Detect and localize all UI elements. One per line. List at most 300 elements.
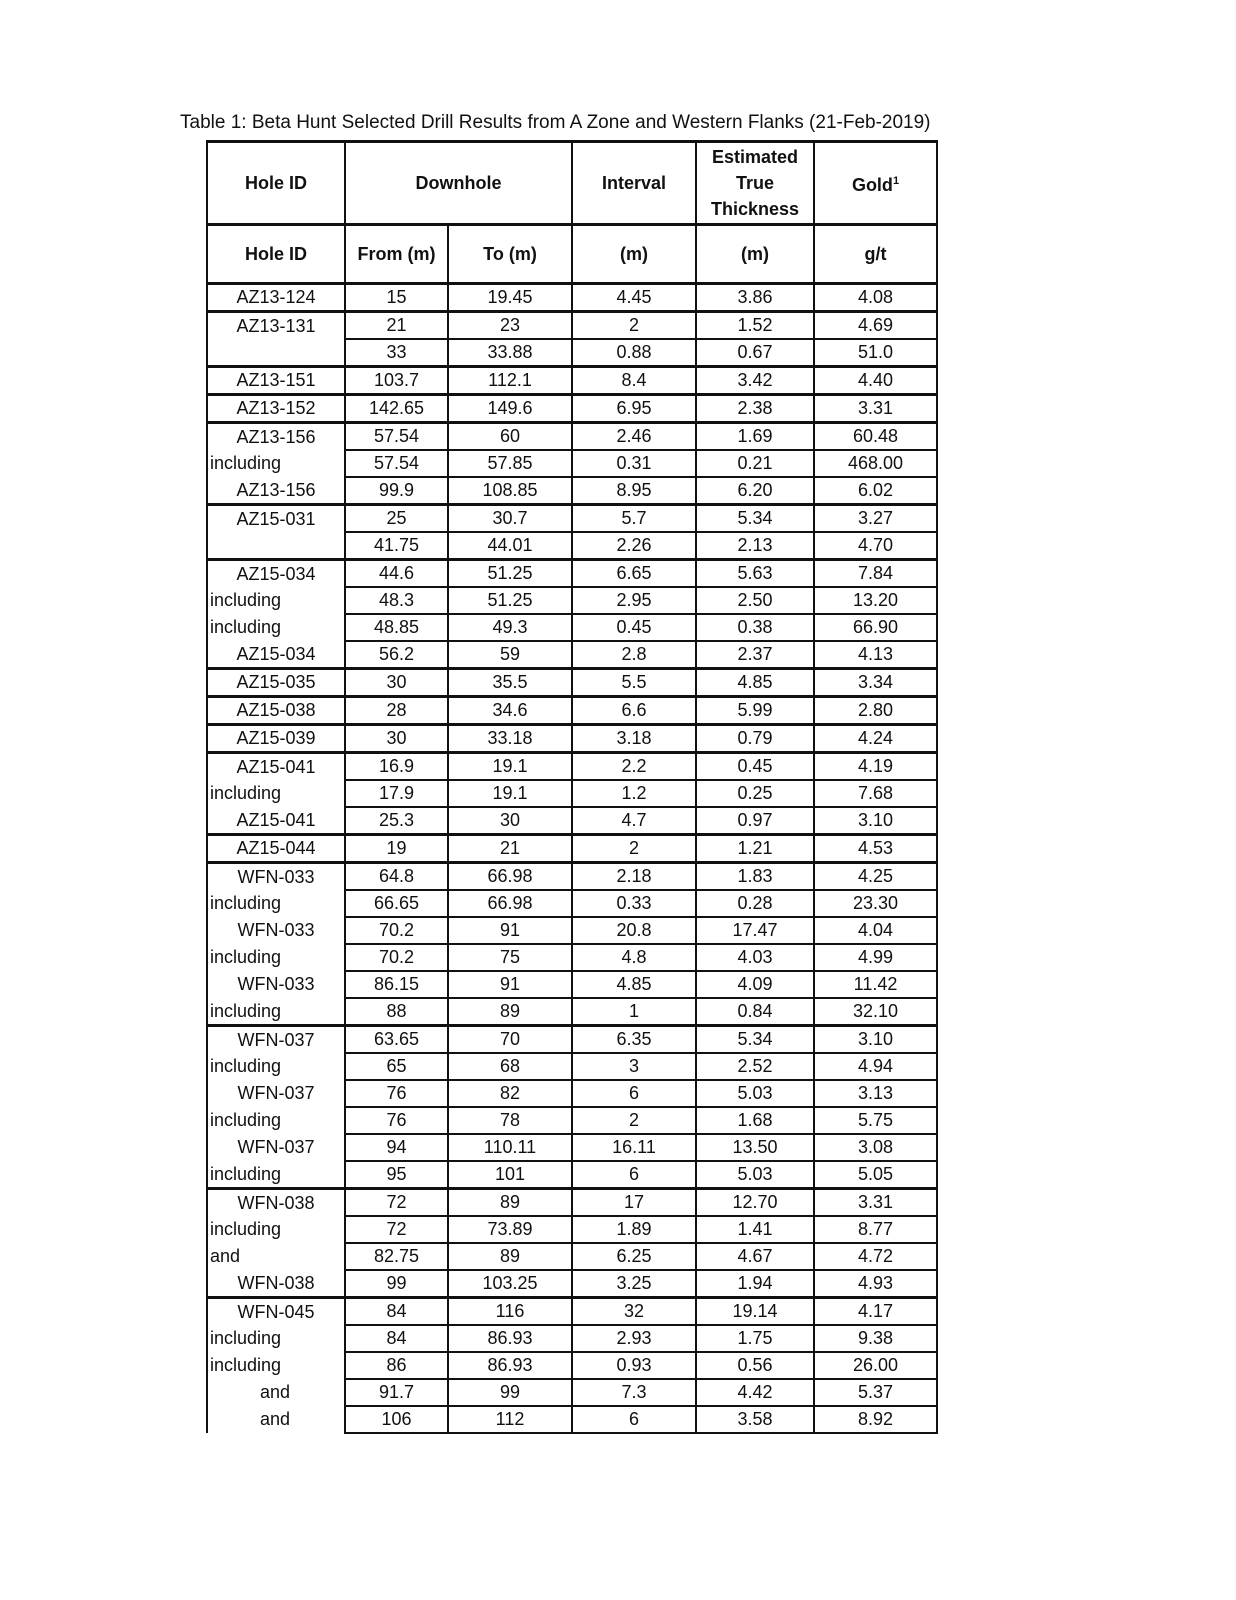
cell-hole-id: WFN-038 (207, 1189, 345, 1217)
table-row (207, 697, 937, 725)
cell-from: 84 (345, 1298, 448, 1326)
table-row (207, 669, 937, 697)
cell-to: 51.25 (448, 587, 572, 614)
cell-hole-id: and (207, 1243, 345, 1270)
cell-to: 149.6 (448, 395, 572, 423)
cell-from: 30 (345, 669, 448, 697)
table-row (207, 1406, 937, 1433)
cell-interval: 0.31 (572, 450, 696, 477)
cell-ett: 1.41 (696, 1216, 814, 1243)
table-row (207, 753, 937, 781)
unit-to: To (m) (448, 225, 572, 284)
cell-from: 76 (345, 1080, 448, 1107)
cell-from: 15 (345, 284, 448, 312)
cell-hole-id: including (207, 890, 345, 917)
cell-from: 56.2 (345, 641, 448, 669)
cell-from: 72 (345, 1216, 448, 1243)
cell-gold: 3.08 (814, 1134, 937, 1161)
cell-gold: 468.00 (814, 450, 937, 477)
cell-interval: 6.25 (572, 1243, 696, 1270)
cell-interval: 6 (572, 1406, 696, 1433)
cell-to: 34.6 (448, 697, 572, 725)
cell-gold: 4.94 (814, 1053, 937, 1080)
cell-interval: 0.93 (572, 1352, 696, 1379)
cell-ett: 6.20 (696, 477, 814, 505)
cell-to: 60 (448, 423, 572, 451)
cell-ett: 2.50 (696, 587, 814, 614)
cell-from: 72 (345, 1189, 448, 1217)
cell-to: 33.88 (448, 339, 572, 367)
cell-to: 66.98 (448, 890, 572, 917)
table-row (207, 367, 937, 395)
cell-interval: 16.11 (572, 1134, 696, 1161)
cell-interval: 4.45 (572, 284, 696, 312)
cell-interval: 0.33 (572, 890, 696, 917)
table-row (207, 284, 937, 312)
table-row (207, 1243, 937, 1270)
table-row (207, 780, 937, 807)
cell-to: 21 (448, 835, 572, 863)
cell-interval: 6.95 (572, 395, 696, 423)
cell-gold: 23.30 (814, 890, 937, 917)
cell-from: 70.2 (345, 917, 448, 944)
cell-to: 75 (448, 944, 572, 971)
cell-interval: 4.8 (572, 944, 696, 971)
cell-hole-id: AZ13-131 (207, 312, 345, 340)
cell-to: 89 (448, 1189, 572, 1217)
table-row (207, 835, 937, 863)
cell-gold: 3.10 (814, 1026, 937, 1054)
cell-hole-id: AZ13-124 (207, 284, 345, 312)
cell-ett: 4.42 (696, 1379, 814, 1406)
cell-to: 91 (448, 917, 572, 944)
table-row (207, 339, 937, 367)
cell-interval: 5.5 (572, 669, 696, 697)
cell-hole-id: AZ15-041 (207, 753, 345, 781)
cell-from: 63.65 (345, 1026, 448, 1054)
cell-ett: 0.67 (696, 339, 814, 367)
cell-hole-id: including (207, 1107, 345, 1134)
cell-ett: 1.75 (696, 1325, 814, 1352)
header-gold (814, 142, 937, 225)
table-row (207, 863, 937, 891)
cell-ett: 5.03 (696, 1161, 814, 1189)
table-row (207, 477, 937, 505)
header-ett-line1: Estimated (711, 147, 799, 167)
cell-from: 84 (345, 1325, 448, 1352)
table-row (207, 917, 937, 944)
table-row (207, 395, 937, 423)
table-caption: Table 1: Beta Hunt Selected Drill Results from A Zone and Western Flanks (21-Feb-2019) (180, 112, 931, 133)
cell-gold: 32.10 (814, 998, 937, 1026)
cell-interval: 6.6 (572, 697, 696, 725)
table-row (207, 1352, 937, 1379)
cell-gold: 5.75 (814, 1107, 937, 1134)
table-row (207, 587, 937, 614)
cell-gold: 4.17 (814, 1298, 937, 1326)
cell-from: 103.7 (345, 367, 448, 395)
cell-to: 112.1 (448, 367, 572, 395)
cell-from: 19 (345, 835, 448, 863)
cell-ett: 1.83 (696, 863, 814, 891)
cell-hole-id: WFN-033 (207, 917, 345, 944)
cell-gold: 4.19 (814, 753, 937, 781)
cell-hole-id: including (207, 450, 345, 477)
units-row (207, 225, 937, 284)
table-row (207, 1161, 937, 1189)
cell-hole-id: WFN-045 (207, 1298, 345, 1326)
cell-gold: 60.48 (814, 423, 937, 451)
cell-interval: 2.18 (572, 863, 696, 891)
unit-interval: (m) (572, 225, 696, 284)
cell-hole-id: WFN-033 (207, 971, 345, 998)
cell-hole-id: AZ13-151 (207, 367, 345, 395)
cell-to: 89 (448, 998, 572, 1026)
cell-interval: 5.7 (572, 505, 696, 533)
cell-to: 101 (448, 1161, 572, 1189)
cell-ett: 13.50 (696, 1134, 814, 1161)
cell-gold: 4.24 (814, 725, 937, 753)
header-row (207, 142, 937, 225)
cell-to: 51.25 (448, 560, 572, 588)
cell-gold: 3.10 (814, 807, 937, 835)
cell-hole-id: AZ15-035 (207, 669, 345, 697)
cell-from: 106 (345, 1406, 448, 1433)
cell-interval: 3.25 (572, 1270, 696, 1298)
cell-hole-id: AZ15-039 (207, 725, 345, 753)
cell-gold: 51.0 (814, 339, 937, 367)
cell-hole-id: AZ13-156 (207, 477, 345, 505)
cell-from: 44.6 (345, 560, 448, 588)
cell-from: 16.9 (345, 753, 448, 781)
cell-to: 49.3 (448, 614, 572, 641)
cell-from: 30 (345, 725, 448, 753)
cell-interval: 0.88 (572, 339, 696, 367)
cell-ett: 1.68 (696, 1107, 814, 1134)
cell-from: 48.3 (345, 587, 448, 614)
cell-interval: 2.2 (572, 753, 696, 781)
cell-ett: 19.14 (696, 1298, 814, 1326)
cell-interval: 2 (572, 835, 696, 863)
cell-hole-id: AZ15-038 (207, 697, 345, 725)
header-interval: Interval (572, 142, 696, 225)
cell-hole-id: including (207, 1161, 345, 1189)
table-row (207, 614, 937, 641)
cell-from: 28 (345, 697, 448, 725)
header-ett-line3: Thickness (710, 199, 800, 219)
cell-to: 59 (448, 641, 572, 669)
cell-ett: 3.86 (696, 284, 814, 312)
cell-ett: 4.09 (696, 971, 814, 998)
cell-to: 116 (448, 1298, 572, 1326)
table-row (207, 998, 937, 1026)
cell-interval: 2.8 (572, 641, 696, 669)
cell-ett: 5.34 (696, 1026, 814, 1054)
cell-ett: 1.21 (696, 835, 814, 863)
table-row (207, 944, 937, 971)
cell-ett: 5.63 (696, 560, 814, 588)
cell-to: 68 (448, 1053, 572, 1080)
cell-ett: 5.03 (696, 1080, 814, 1107)
cell-to: 112 (448, 1406, 572, 1433)
cell-from: 48.85 (345, 614, 448, 641)
cell-hole-id: WFN-033 (207, 863, 345, 891)
cell-gold: 4.13 (814, 641, 937, 669)
table-row (207, 971, 937, 998)
cell-ett: 12.70 (696, 1189, 814, 1217)
cell-to: 108.85 (448, 477, 572, 505)
table-row (207, 890, 937, 917)
cell-from: 70.2 (345, 944, 448, 971)
cell-interval: 4.7 (572, 807, 696, 835)
cell-hole-id: WFN-038 (207, 1270, 345, 1298)
cell-from: 66.65 (345, 890, 448, 917)
table-row (207, 725, 937, 753)
cell-interval: 3.18 (572, 725, 696, 753)
cell-gold: 6.02 (814, 477, 937, 505)
cell-hole-id: AZ15-044 (207, 835, 345, 863)
table-row (207, 1379, 937, 1406)
cell-ett: 2.13 (696, 532, 814, 560)
cell-ett: 0.21 (696, 450, 814, 477)
cell-gold: 4.40 (814, 367, 937, 395)
cell-interval: 7.3 (572, 1379, 696, 1406)
cell-interval: 2.93 (572, 1325, 696, 1352)
cell-interval: 2 (572, 1107, 696, 1134)
table-row (207, 641, 937, 669)
header-hole-id: Hole ID (207, 142, 345, 225)
table-row (207, 1134, 937, 1161)
cell-interval: 1.89 (572, 1216, 696, 1243)
cell-gold: 26.00 (814, 1352, 937, 1379)
cell-interval: 2.46 (572, 423, 696, 451)
cell-to: 78 (448, 1107, 572, 1134)
table-row (207, 1107, 937, 1134)
cell-from: 57.54 (345, 450, 448, 477)
cell-hole-id: WFN-037 (207, 1080, 345, 1107)
cell-ett: 5.34 (696, 505, 814, 533)
unit-ett: (m) (696, 225, 814, 284)
cell-gold: 9.38 (814, 1325, 937, 1352)
table-row (207, 1270, 937, 1298)
table-row (207, 1026, 937, 1054)
cell-from: 33 (345, 339, 448, 367)
cell-to: 86.93 (448, 1352, 572, 1379)
cell-gold: 4.08 (814, 284, 937, 312)
cell-ett: 5.99 (696, 697, 814, 725)
cell-to: 19.1 (448, 753, 572, 781)
cell-gold: 3.27 (814, 505, 937, 533)
cell-from: 65 (345, 1053, 448, 1080)
header-gold-label: Gold (851, 175, 893, 195)
cell-ett: 0.28 (696, 890, 814, 917)
cell-hole-id: including (207, 587, 345, 614)
cell-interval: 2 (572, 312, 696, 340)
cell-gold: 8.77 (814, 1216, 937, 1243)
cell-hole-id: including (207, 1325, 345, 1352)
cell-from: 82.75 (345, 1243, 448, 1270)
table-row (207, 1053, 937, 1080)
cell-interval: 2.26 (572, 532, 696, 560)
cell-to: 110.11 (448, 1134, 572, 1161)
cell-ett: 0.84 (696, 998, 814, 1026)
cell-hole-id: including (207, 1352, 345, 1379)
cell-ett: 2.52 (696, 1053, 814, 1080)
cell-to: 23 (448, 312, 572, 340)
cell-hole-id: WFN-037 (207, 1134, 345, 1161)
cell-interval: 0.45 (572, 614, 696, 641)
cell-from: 99 (345, 1270, 448, 1298)
cell-ett: 0.56 (696, 1352, 814, 1379)
cell-to: 89 (448, 1243, 572, 1270)
drill-results-table (206, 140, 938, 1434)
table-row (207, 807, 937, 835)
cell-ett: 0.38 (696, 614, 814, 641)
cell-interval: 6.65 (572, 560, 696, 588)
cell-gold: 4.93 (814, 1270, 937, 1298)
cell-hole-id: including (207, 1053, 345, 1080)
table-row (207, 560, 937, 588)
cell-interval: 3 (572, 1053, 696, 1080)
cell-to: 30 (448, 807, 572, 835)
cell-to: 73.89 (448, 1216, 572, 1243)
cell-from: 64.8 (345, 863, 448, 891)
cell-to: 35.5 (448, 669, 572, 697)
cell-ett: 0.97 (696, 807, 814, 835)
cell-hole-id: including (207, 1216, 345, 1243)
cell-gold: 4.53 (814, 835, 937, 863)
cell-ett: 2.38 (696, 395, 814, 423)
header-ett-line2: True (735, 173, 774, 193)
cell-gold: 66.90 (814, 614, 937, 641)
table-row (207, 1189, 937, 1217)
cell-from: 25.3 (345, 807, 448, 835)
cell-from: 88 (345, 998, 448, 1026)
cell-gold: 3.31 (814, 1189, 937, 1217)
cell-to: 19.45 (448, 284, 572, 312)
cell-hole-id: and (207, 1379, 345, 1406)
cell-to: 86.93 (448, 1325, 572, 1352)
cell-from: 86 (345, 1352, 448, 1379)
cell-gold: 4.70 (814, 532, 937, 560)
table-row (207, 312, 937, 340)
cell-interval: 6 (572, 1080, 696, 1107)
cell-gold: 4.72 (814, 1243, 937, 1270)
cell-hole-id: and (207, 1406, 345, 1433)
cell-interval: 1 (572, 998, 696, 1026)
cell-from: 41.75 (345, 532, 448, 560)
cell-ett: 1.69 (696, 423, 814, 451)
cell-from: 76 (345, 1107, 448, 1134)
cell-to: 99 (448, 1379, 572, 1406)
cell-ett: 4.85 (696, 669, 814, 697)
cell-ett: 0.45 (696, 753, 814, 781)
table-row (207, 1298, 937, 1326)
cell-ett: 1.94 (696, 1270, 814, 1298)
cell-from: 86.15 (345, 971, 448, 998)
cell-hole-id: AZ15-034 (207, 560, 345, 588)
header-gold-footnote: 1 (892, 175, 900, 187)
cell-hole-id: WFN-037 (207, 1026, 345, 1054)
cell-interval: 4.85 (572, 971, 696, 998)
cell-from: 94 (345, 1134, 448, 1161)
header-downhole: Downhole (345, 142, 572, 225)
cell-interval: 8.95 (572, 477, 696, 505)
cell-gold: 7.84 (814, 560, 937, 588)
cell-ett: 3.58 (696, 1406, 814, 1433)
cell-from: 99.9 (345, 477, 448, 505)
cell-gold: 8.92 (814, 1406, 937, 1433)
cell-gold: 5.05 (814, 1161, 937, 1189)
cell-from: 91.7 (345, 1379, 448, 1406)
cell-interval: 17 (572, 1189, 696, 1217)
table-row (207, 1325, 937, 1352)
cell-gold: 4.25 (814, 863, 937, 891)
cell-hole-id (207, 532, 345, 560)
cell-hole-id: AZ13-156 (207, 423, 345, 451)
cell-gold: 3.31 (814, 395, 937, 423)
cell-ett: 0.79 (696, 725, 814, 753)
cell-interval: 6 (572, 1161, 696, 1189)
cell-ett: 2.37 (696, 641, 814, 669)
cell-from: 17.9 (345, 780, 448, 807)
cell-interval: 2.95 (572, 587, 696, 614)
cell-from: 95 (345, 1161, 448, 1189)
cell-to: 19.1 (448, 780, 572, 807)
cell-from: 21 (345, 312, 448, 340)
cell-hole-id (207, 339, 345, 367)
header-estimated-true-thickness (696, 142, 814, 225)
cell-interval: 20.8 (572, 917, 696, 944)
cell-to: 91 (448, 971, 572, 998)
cell-gold: 4.04 (814, 917, 937, 944)
cell-from: 142.65 (345, 395, 448, 423)
table-row (207, 450, 937, 477)
table-row (207, 1080, 937, 1107)
cell-hole-id: AZ13-152 (207, 395, 345, 423)
cell-to: 70 (448, 1026, 572, 1054)
table-row (207, 505, 937, 533)
cell-interval: 6.35 (572, 1026, 696, 1054)
cell-ett: 3.42 (696, 367, 814, 395)
cell-from: 25 (345, 505, 448, 533)
cell-hole-id: including (207, 614, 345, 641)
cell-interval: 32 (572, 1298, 696, 1326)
cell-from: 57.54 (345, 423, 448, 451)
cell-hole-id: including (207, 944, 345, 971)
cell-hole-id: including (207, 780, 345, 807)
cell-to: 30.7 (448, 505, 572, 533)
table-row (207, 1216, 937, 1243)
cell-gold: 4.69 (814, 312, 937, 340)
cell-interval: 1.2 (572, 780, 696, 807)
cell-ett: 4.67 (696, 1243, 814, 1270)
cell-gold: 13.20 (814, 587, 937, 614)
cell-gold: 4.99 (814, 944, 937, 971)
cell-gold: 11.42 (814, 971, 937, 998)
cell-ett: 1.52 (696, 312, 814, 340)
cell-gold: 3.13 (814, 1080, 937, 1107)
cell-interval: 8.4 (572, 367, 696, 395)
cell-to: 103.25 (448, 1270, 572, 1298)
cell-hole-id: AZ15-034 (207, 641, 345, 669)
cell-to: 82 (448, 1080, 572, 1107)
cell-gold: 2.80 (814, 697, 937, 725)
unit-hole-id: Hole ID (207, 225, 345, 284)
cell-gold: 5.37 (814, 1379, 937, 1406)
cell-ett: 4.03 (696, 944, 814, 971)
cell-hole-id: AZ15-041 (207, 807, 345, 835)
